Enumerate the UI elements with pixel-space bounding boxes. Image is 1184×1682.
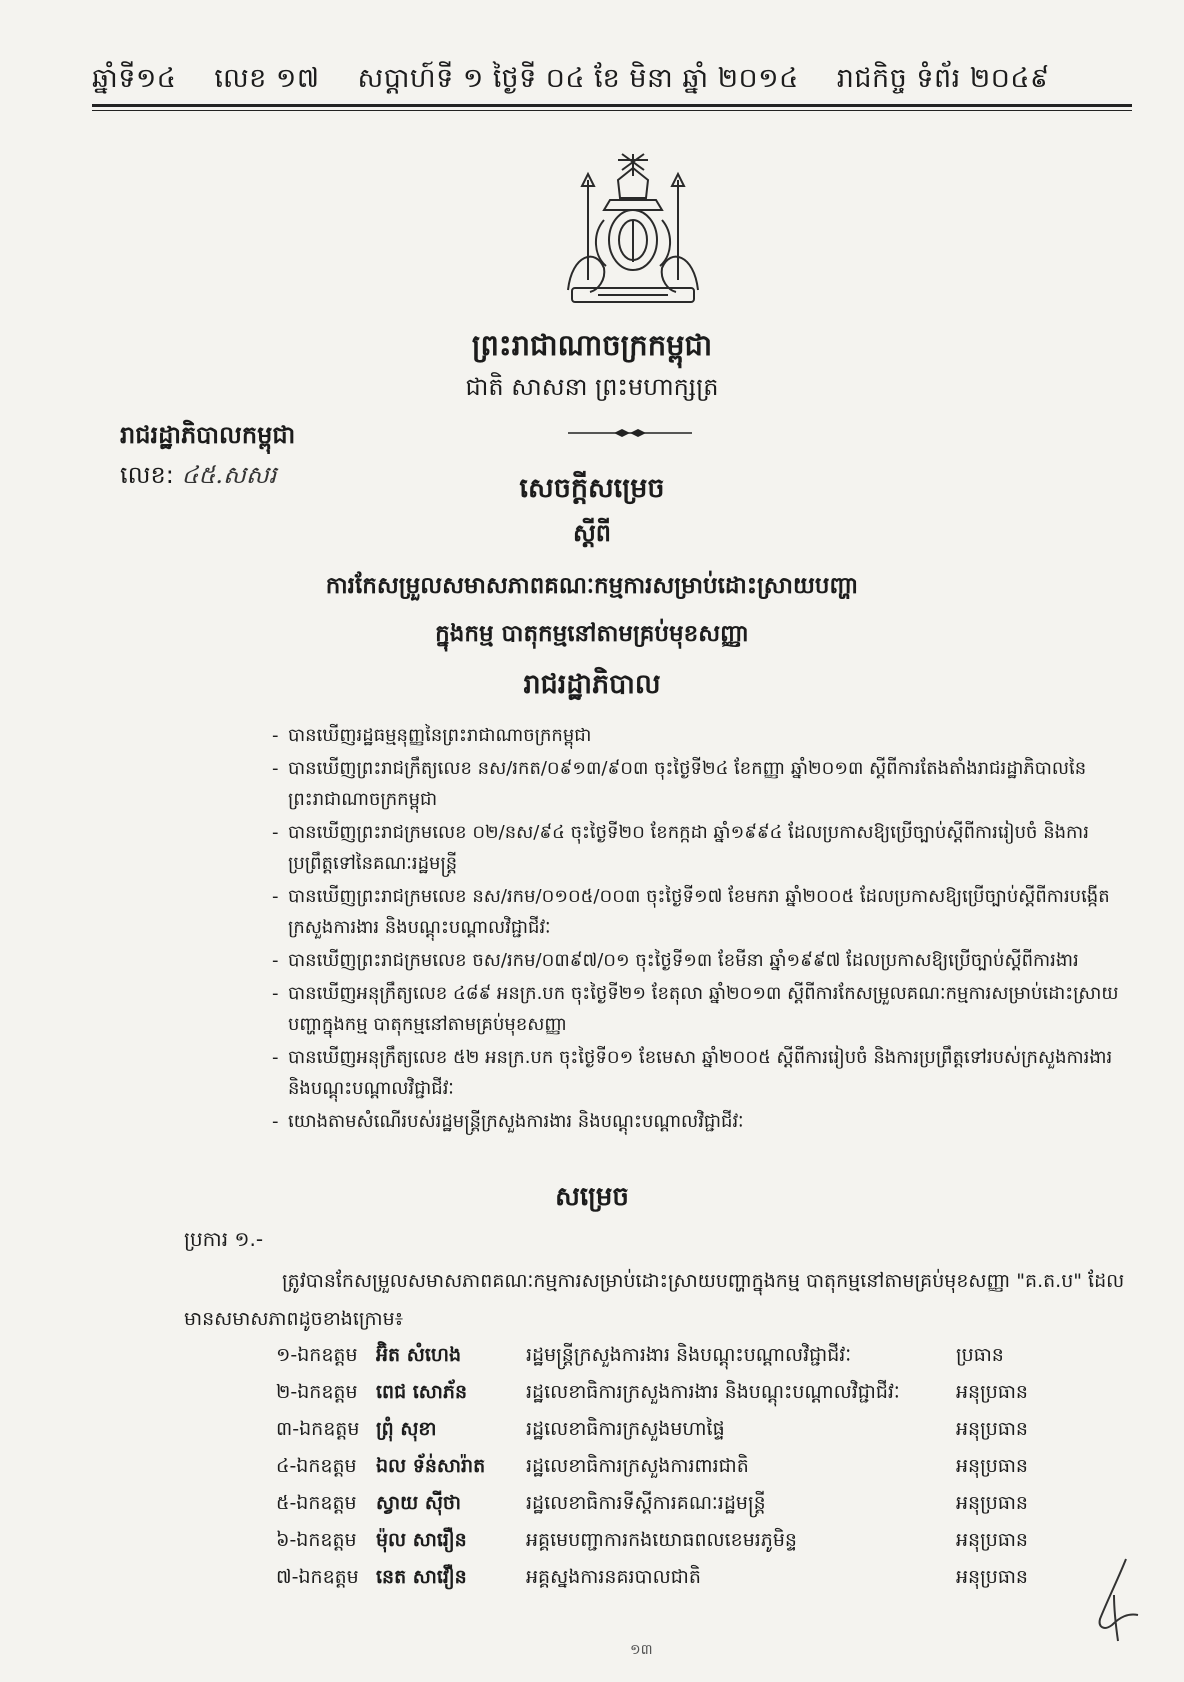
member-index: ៥-ឯកឧត្តម: [276, 1491, 357, 1514]
decides-heading: សម្រេច: [555, 1182, 629, 1212]
subject-line-1: ការកែសម្រួលសមាសភាពគណៈកម្មការសម្រាប់ដោះស្រាយបញ្ហា: [325, 573, 859, 599]
recital-item: - បានឃើញព្រះរាជក្រឹត្យលេខ នស/រកត/០៩១៣/៩០៣ ចុះថ្ងៃទី២៤ ខែកញ្ញា ឆ្នាំ២០១៣ ស្ដីពីការតែងតាំងរាជរដ្ឋាភិបាលនៃព្រះរាជាណាចក្រកម្ពុជា: [272, 753, 1132, 815]
gazette-header: [92, 62, 1132, 101]
subject-line-2: ក្នុងកម្ម បាតុកម្មនៅតាមគ្រប់មុខសញ្ញា: [435, 621, 749, 647]
recital-item: - បានឃើញព្រះរាជក្រមលេខ ០២/នស/៩៤ ចុះថ្ងៃទី២០ ខែកក្កដា ឆ្នាំ១៩៩៤ ដែលប្រកាសឱ្យប្រើច្បាប់ស្ដីពីការរៀបចំ និងការប្រព្រឹត្តទៅនៃគណៈរដ្ឋមន្ត្រី: [272, 817, 1132, 879]
member-name: ម៉ុល សារឿន: [376, 1528, 467, 1551]
table-row: [276, 1523, 1106, 1560]
recital-item: - បានឃើញអនុក្រឹត្យលេខ ៥២ អនក្រ.បក ចុះថ្ងៃទី០១ ខែមេសា ឆ្នាំ២០០៥ ស្ដីពីការរៀបចំ និងការប្រព្រឹត្តទៅរបស់ក្រសួងការងារ និងបណ្ដុះបណ្ដាលវិជ្ជាជីវៈ: [272, 1042, 1132, 1104]
member-role: អនុប្រធាន: [956, 1565, 1028, 1588]
member-position: រដ្ឋមន្ត្រីក្រសួងការងារ និងបណ្ដុះបណ្ដាលវិជ្ជាជីវៈ: [526, 1343, 852, 1366]
article-1-label: ប្រការ ១.-: [184, 1227, 264, 1251]
table-row: [276, 1486, 1106, 1523]
recital-item: - បានឃើញព្រះរាជក្រមលេខ ចស/រកម/០៣៩៧/០១ ចុះថ្ងៃទី១៣ ខែមីនា ឆ្នាំ១៩៩៧ ដែលប្រកាសឱ្យប្រើច្បាប់ស្ដីពីការងារ: [272, 945, 1132, 976]
kingdom-title: ព្រះរាជាណាចក្រកម្ពុជា: [471, 328, 713, 362]
gazette-year: ឆ្នាំទី១៤: [92, 63, 177, 94]
national-motto: ជាតិ សាសនា ព្រះមហាក្សត្រ: [465, 373, 719, 401]
table-row: [276, 1560, 1106, 1597]
member-role: អនុប្រធាន: [956, 1380, 1028, 1403]
member-index: ២-ឯកឧត្តម: [276, 1380, 358, 1403]
member-index: ១-ឯកឧត្តម: [276, 1343, 358, 1366]
article-1-text: ត្រូវបានកែសម្រួលសមាសភាពគណៈកម្មការសម្រាប់ដោះស្រាយបញ្ហាក្នុងកម្ម បាតុកម្មនៅតាមគ្រប់មុខសញ្ញា "គ.ត.ប" ដែលមានសមាសភាពដូចខាងក្រោម៖: [184, 1270, 1125, 1330]
member-position: អគ្គស្នងការនគរបាលជាតិ: [526, 1565, 701, 1588]
member-role: អនុប្រធាន: [956, 1528, 1028, 1551]
number-label: លេខ:: [120, 461, 174, 489]
royal-arms-emblem: [558, 150, 708, 312]
member-role: អនុប្រធាន: [956, 1417, 1028, 1440]
member-name: ពេជ សោភ័ន: [376, 1380, 468, 1403]
header-rule-thin: [92, 110, 1132, 111]
member-position: រដ្ឋលេខាធិការក្រសួងមហាផ្ទៃ: [526, 1417, 725, 1440]
member-role: អនុប្រធាន: [956, 1491, 1028, 1514]
member-index: ៧-ឯកឧត្តម: [276, 1565, 359, 1588]
recital-item: - បានឃើញរដ្ឋធម្មនុញ្ញនៃព្រះរាជាណាចក្រកម្ពុជា: [272, 720, 1132, 751]
member-role: ប្រធាន: [956, 1343, 1004, 1366]
table-row: [276, 1412, 1106, 1449]
member-index: ៤-ឯកឧត្តម: [276, 1454, 357, 1477]
gazette-issue: លេខ ១៧: [214, 63, 320, 94]
member-index: ៦-ឯកឧត្តម: [276, 1528, 357, 1551]
authority-title: រាជរដ្ឋាភិបាល: [523, 669, 661, 700]
about-label: ស្ដីពី: [572, 519, 612, 547]
header-rule: [92, 104, 1132, 107]
initials-signature-mark: [1078, 1555, 1148, 1645]
member-position: រដ្ឋលេខាធិការក្រសួងការពារជាតិ: [526, 1454, 749, 1477]
recital-item: - បានឃើញអនុក្រឹត្យលេខ ៤៨៩ អនក្រ.បក ចុះថ្ងៃទី២១ ខែតុលា ឆ្នាំ២០១៣ ស្ដីពីការកែសម្រួលគណៈកម្មការសម្រាប់ដោះស្រាយបញ្ហាក្នុងកម្ម បាតុកម្មនៅតាមគ្រប់មុខសញ្ញា: [272, 978, 1132, 1040]
member-name: ស្វាយ ស៊ីថា: [376, 1491, 462, 1514]
gazette-week-date: សប្តាហ៍ទី ១ ថ្ងៃទី ០៤ ខែ មិនា ឆ្នាំ ២០១៤: [357, 63, 799, 94]
member-position: រដ្ឋលេខាធិការទីស្ដីការគណៈរដ្ឋមន្ត្រី: [526, 1491, 766, 1514]
table-row: [276, 1449, 1106, 1486]
member-position: អគ្គមេបញ្ជាការកងយោធពលខេមរភូមិន្ទ: [526, 1528, 797, 1551]
member-name: នេត សាវឿន: [376, 1565, 467, 1588]
table-row: [276, 1338, 1106, 1375]
issuer-government: រាជរដ្ឋាភិបាលកម្ពុជា: [120, 421, 296, 449]
table-row: [276, 1375, 1106, 1412]
ornament-divider: [568, 428, 692, 438]
member-position: រដ្ឋលេខាធិការក្រសួងការងារ និងបណ្ដុះបណ្ដាលវិជ្ជាជីវៈ: [526, 1380, 900, 1403]
gazette-page: រាជកិច្ច ទំព័រ ២០៤៩: [836, 63, 1050, 94]
member-role: អនុប្រធាន: [956, 1454, 1028, 1477]
recital-item: - បានឃើញព្រះរាជក្រមលេខ នស/រកម/០១០៥/០០៣ ចុះថ្ងៃទី១៧ ខែមករា ឆ្នាំ២០០៥ ដែលប្រកាសឱ្យប្រើច្បាប់ស្ដីពីការបង្កើតក្រសួងការងារ និងបណ្ដុះបណ្ដាលវិជ្ជាជីវៈ: [272, 881, 1132, 943]
recitals-list: [272, 720, 1132, 1139]
page-number: ១៣: [630, 1642, 653, 1658]
number-value: ៤៥.សសរ: [181, 461, 277, 489]
member-index: ៣-ឯកឧត្តម: [276, 1417, 360, 1440]
member-name: ឯល ទ័ន់សារ៉ាត: [376, 1454, 486, 1477]
document-type-title: សេចក្ដីសម្រេច: [519, 473, 665, 504]
member-name: ព្រុំ សុខា: [376, 1417, 437, 1440]
member-name: អ៊ិត សំហេង: [376, 1343, 462, 1366]
recital-item: - យោងតាមសំណើរបស់រដ្ឋមន្ត្រីក្រសួងការងារ និងបណ្ដុះបណ្ដាលវិជ្ជាជីវៈ: [272, 1106, 1132, 1137]
committee-members-table: [276, 1338, 1106, 1597]
